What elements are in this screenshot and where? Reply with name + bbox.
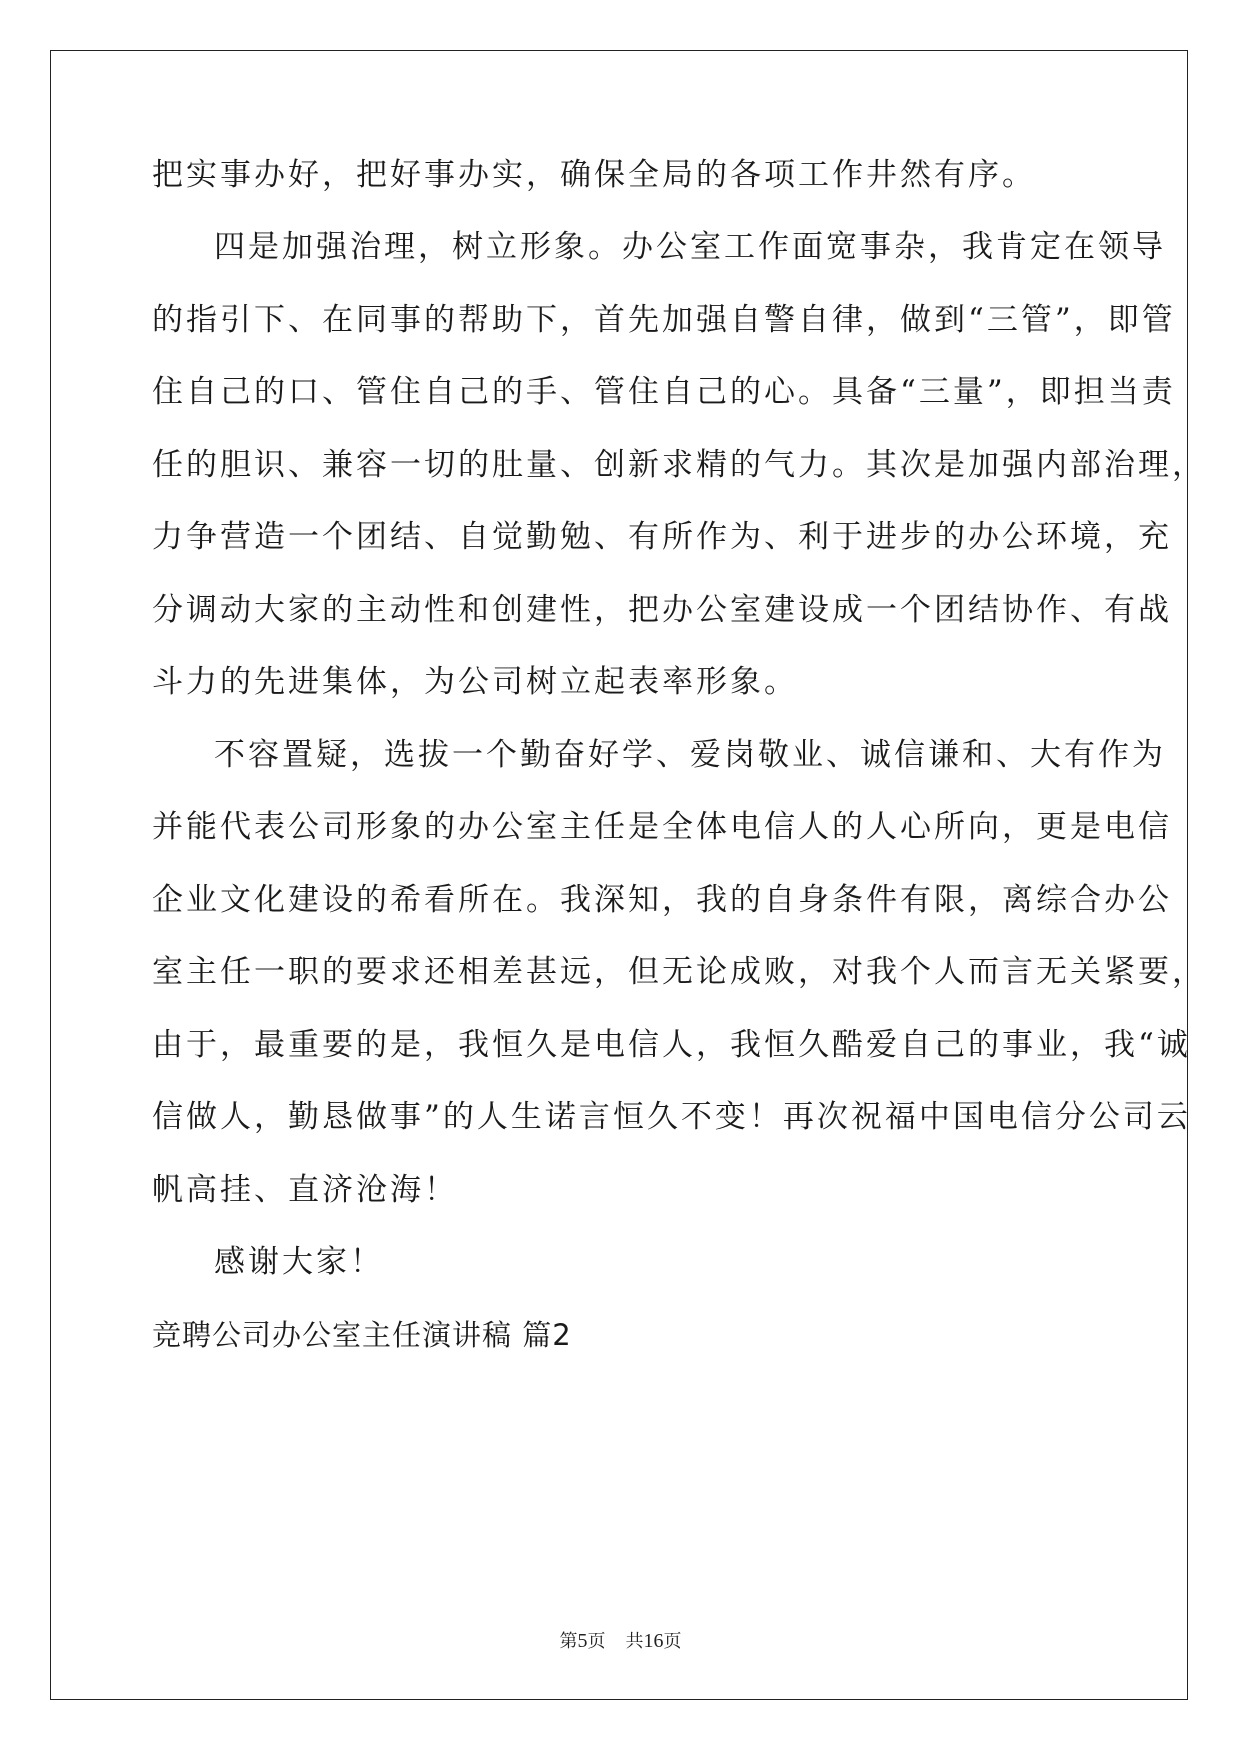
page-border [50,50,1188,1700]
paragraph-line: 信做人，勤恳做事”的人生诺言恒久不变！再次祝福中国电信分公司云 [152,1099,1191,1135]
paragraph-line: 力争营造一个团结、自觉勤勉、有所作为、利于进步的办公环境，充 [152,519,1172,555]
footer-page-number: 5 [577,1630,588,1652]
paragraph-line: 四是加强治理，树立形象。办公室工作面宽事杂，我肯定在领导 [214,229,1166,265]
paragraph-line: 不容置疑，选拔一个勤奋好学、爱岗敬业、诚信谦和、大有作为 [214,737,1166,773]
paragraph-line: 住自己的口、管住自己的手、管住自己的心。具备“三量”，即担当责 [152,374,1176,410]
footer-total-pages: 16 [643,1630,664,1652]
paragraph-line: 的指引下、在同事的帮助下，首先加强自警自律，做到“三管”，即管 [152,302,1176,338]
paragraph-line: 分调动大家的主动性和创建性，把办公室建设成一个团结协作、有战 [152,592,1172,628]
paragraph-line: 室主任一职的要求还相差甚远，但无论成败，对我个人而言无关紧要， [152,954,1206,990]
footer-page-prefix: 第 [559,1631,578,1652]
paragraph-line: 并能代表公司形象的办公室主任是全体电信人的人心所向，更是电信 [152,809,1172,845]
page-footer [0,1627,1241,1653]
closing-line: 感谢大家！ [214,1244,384,1280]
paragraph-line: 由于，最重要的是，我恒久是电信人，我恒久酷爱自己的事业，我“诚 [152,1027,1191,1063]
footer-page-suffix: 页 [587,1631,606,1652]
paragraph-line: 帆高挂、直济沧海！ [152,1172,458,1208]
paragraph-line: 斗力的先进集体，为公司树立起表率形象。 [152,664,798,700]
footer-total-suffix: 页 [663,1631,682,1652]
section-heading: 竞聘公司办公室主任演讲稿 篇2 [152,1318,572,1352]
footer-total-prefix: 共 [625,1631,644,1652]
paragraph-line: 企业文化建设的希看所在。我深知，我的自身条件有限，离综合办公 [152,882,1172,918]
paragraph-line: 把实事办好，把好事办实，确保全局的各项工作井然有序。 [152,157,1036,193]
paragraph-line: 任的胆识、兼容一切的肚量、创新求精的气力。其次是加强内部治理， [152,447,1206,483]
